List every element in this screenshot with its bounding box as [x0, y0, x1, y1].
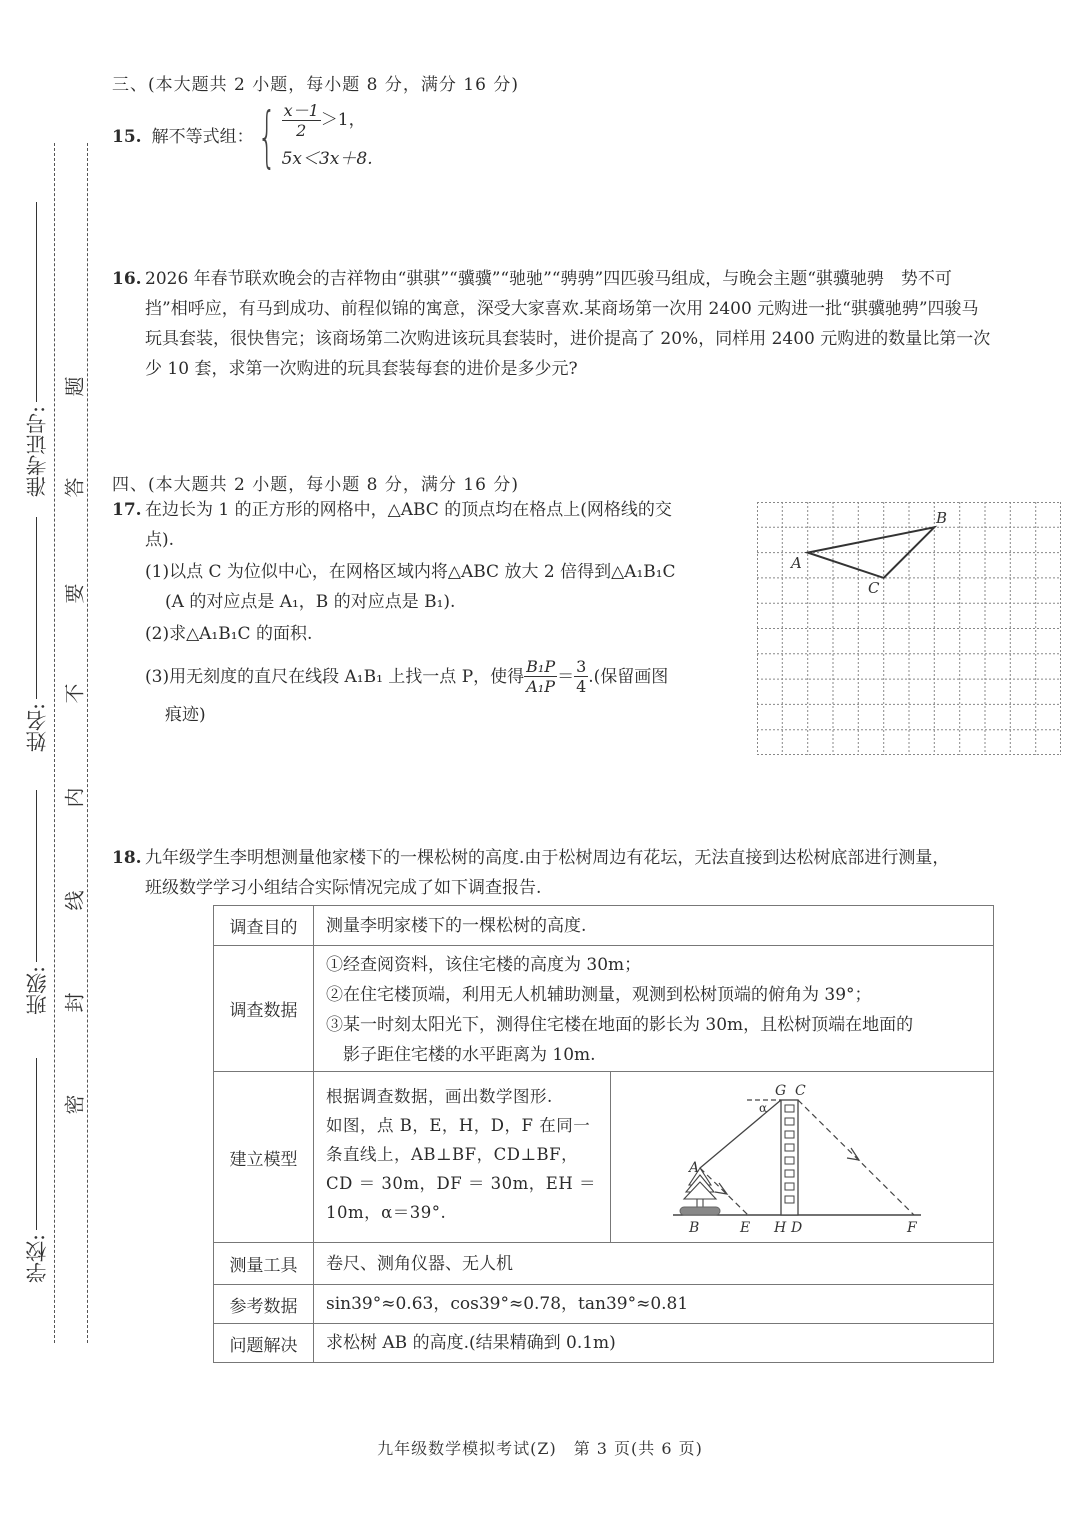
- table-row-tools: [214, 1243, 994, 1285]
- row-label: 建立模型: [214, 1072, 314, 1243]
- brace-icon: {: [257, 98, 277, 175]
- school-field[interactable]: [22, 1058, 52, 1283]
- class-field[interactable]: [22, 790, 52, 1015]
- row-value: 卷尺、测角仪器、无人机: [314, 1243, 994, 1285]
- row-value: 测量李明家楼下的一棵松树的高度.: [314, 906, 994, 946]
- name-blank[interactable]: [37, 517, 38, 699]
- question-16: 16. 2026 年春节联欢晚会的吉祥物由“骐骐”“骥骥”“驰驰”“骋骋”四匹骏马组成，与晚会主题“骐骥驰骋 势不可 挡”相呼应，有马到成功、前程似锦的寓意，深受大家喜欢.某商场第一次用 2400 元购进一批“骐骥驰骋”四骏马 玩具套装，很快售完；该商场第二次购进该玩具套装时，进价提高了 20%，同样用 2400 元购进的数量比第一次 少 10 套，求第一次购进的玩具套装每套的进价是多少元?: [112, 264, 1067, 384]
- table-row-reference: [214, 1285, 994, 1324]
- page-footer: 九年级数学模拟考试(Z) 第 3 页(共 6 页): [377, 1439, 703, 1458]
- seal-char: 线: [62, 890, 87, 911]
- label-e: E: [740, 1220, 751, 1236]
- seal-char: 不: [62, 683, 87, 704]
- part-3: (3)用无刻度的直尺在线段 A₁B₁ 上找一点 P，使得 $\frac{\text{B₁P}}{\text{A₁P}}$ ＝ $\frac{3}{4}$ .(保留画图: [145, 657, 669, 696]
- class-blank[interactable]: [37, 790, 38, 962]
- label-f: F: [907, 1220, 917, 1236]
- label-g: G: [775, 1083, 787, 1099]
- exam-id-label: 准考证号:: [25, 405, 49, 497]
- point-b-label: B: [936, 509, 948, 527]
- seal-char: 密: [62, 1094, 87, 1115]
- question-number: 16.: [112, 269, 142, 289]
- section-4-heading: 四、(本大题共 2 小题，每小题 8 分，满分 16 分): [112, 475, 519, 495]
- question-prompt: 解不等式组：: [151, 127, 254, 147]
- point-c-label: C: [868, 579, 880, 597]
- seal-char: 要: [62, 583, 87, 604]
- class-label: 班级:: [25, 965, 49, 1015]
- seal-dashed-line-inner: [87, 143, 88, 1343]
- grid-figure: [757, 502, 1061, 755]
- label-d: D: [791, 1220, 803, 1236]
- question-number: 15.: [112, 127, 142, 147]
- tree-building-figure: [611, 1072, 993, 1237]
- sight-line-ga: [700, 1100, 781, 1168]
- exam-id-field[interactable]: [22, 202, 52, 497]
- question-18: 18. 九年级学生李明想测量他家楼下的一棵松树的高度.由于松树周边有花坛，无法直接到达松树底部进行测量， 班级数学学习小组结合实际情况完成了如下调查报告.: [112, 843, 1072, 903]
- grid-lines: [757, 502, 1061, 755]
- model-figure-cell: [611, 1072, 994, 1243]
- ratio-fraction: $\frac{\text{B₁P}}{\text{A₁P}}$: [526, 657, 556, 696]
- row-label: 调查数据: [214, 946, 314, 1072]
- table-row-purpose: [214, 906, 994, 946]
- label-alpha: α: [759, 1101, 768, 1115]
- exam-id-blank[interactable]: [37, 202, 38, 402]
- section-3-heading: 三、(本大题共 2 小题，每小题 8 分，满分 16 分): [112, 75, 519, 95]
- part-2: (2)求△A₁B₁C 的面积.: [145, 624, 313, 644]
- question-number: 18.: [112, 848, 142, 868]
- name-label: 姓名:: [25, 702, 49, 752]
- inequality-system: { $\frac{x-1}{2}$ ＞1， 5x＜3x＋8.: [257, 98, 373, 175]
- label-c: C: [795, 1083, 806, 1099]
- fraction: $\frac{x-1}{2}$: [283, 100, 319, 140]
- school-label: 学校:: [25, 1233, 49, 1283]
- question-15: [112, 100, 373, 174]
- table-row-data: [214, 946, 994, 1072]
- value-fraction: $\frac{3}{4}$: [576, 657, 587, 696]
- sun-ray-cf: [798, 1100, 914, 1215]
- label-b: B: [689, 1220, 700, 1236]
- seal-char: 题: [62, 376, 87, 397]
- seal-char: 封: [62, 992, 87, 1013]
- question-number: 17.: [112, 500, 142, 520]
- row-label: 调查目的: [214, 906, 314, 946]
- seal-dashed-line-outer: [54, 143, 55, 1343]
- row-value: 求松树 AB 的高度.(结果精确到 0.1m): [314, 1324, 994, 1363]
- school-blank[interactable]: [37, 1058, 38, 1230]
- row-label: 问题解决: [214, 1324, 314, 1363]
- row-value: ①经查阅资料，该住宅楼的高度为 30m； ②在住宅楼顶端，利用无人机辅助测量，观测到松树顶端的俯角为 39°； ③某一时刻太阳光下，测得住宅楼在地面的影长为 30m，且松树顶端在地面的 影子距住宅楼的水平距离为 10m.: [314, 946, 994, 1072]
- table-row-solve: [214, 1324, 994, 1363]
- inequality-2: 5x＜3x＋8.: [281, 149, 373, 169]
- question-17: 17. 在边长为 1 的正方形的网格中，△ABC 的顶点均在格点上(网格线的交 点). (1)以点 C 为位似中心，在网格区域内将△ABC 放大 2 倍得到△A₁B₁C (A 的对应点是 A₁，B 的对应点是 B₁). (2)求△A₁B₁C 的面积. (3)用无刻度的直尺在线段 A₁B₁ 上找一点 P，使得 $\frac{\text{B₁P}}{\text{A₁P}}$ ＝ $\frac{3}{4}$ .(保留画图 痕迹): [112, 495, 752, 730]
- table-row-model: [214, 1072, 994, 1243]
- label-a: A: [689, 1160, 700, 1176]
- seal-char: 内: [62, 787, 87, 808]
- name-field[interactable]: [22, 517, 52, 752]
- row-label: 测量工具: [214, 1243, 314, 1285]
- flower-bed: [680, 1207, 720, 1215]
- label-h: H: [774, 1220, 787, 1236]
- survey-report-table: [213, 905, 994, 1363]
- part-1: (1)以点 C 为位似中心，在网格区域内将△ABC 放大 2 倍得到△A₁B₁C: [145, 562, 676, 582]
- point-a-label: A: [791, 554, 802, 572]
- grid-svg: [757, 502, 1061, 755]
- seal-char: 答: [62, 477, 87, 498]
- model-description: 根据调查数据，画出数学图形. 如图，点 B，E，H，D，F 在同一 条直线上，AB⊥BF，CD⊥BF， CD ＝ 30m，DF ＝ 30m，EH ＝ 10m，α＝39°.: [314, 1072, 611, 1243]
- row-value: sin39°≈0.63，cos39°≈0.78，tan39°≈0.81: [314, 1285, 994, 1324]
- row-label: 参考数据: [214, 1285, 314, 1324]
